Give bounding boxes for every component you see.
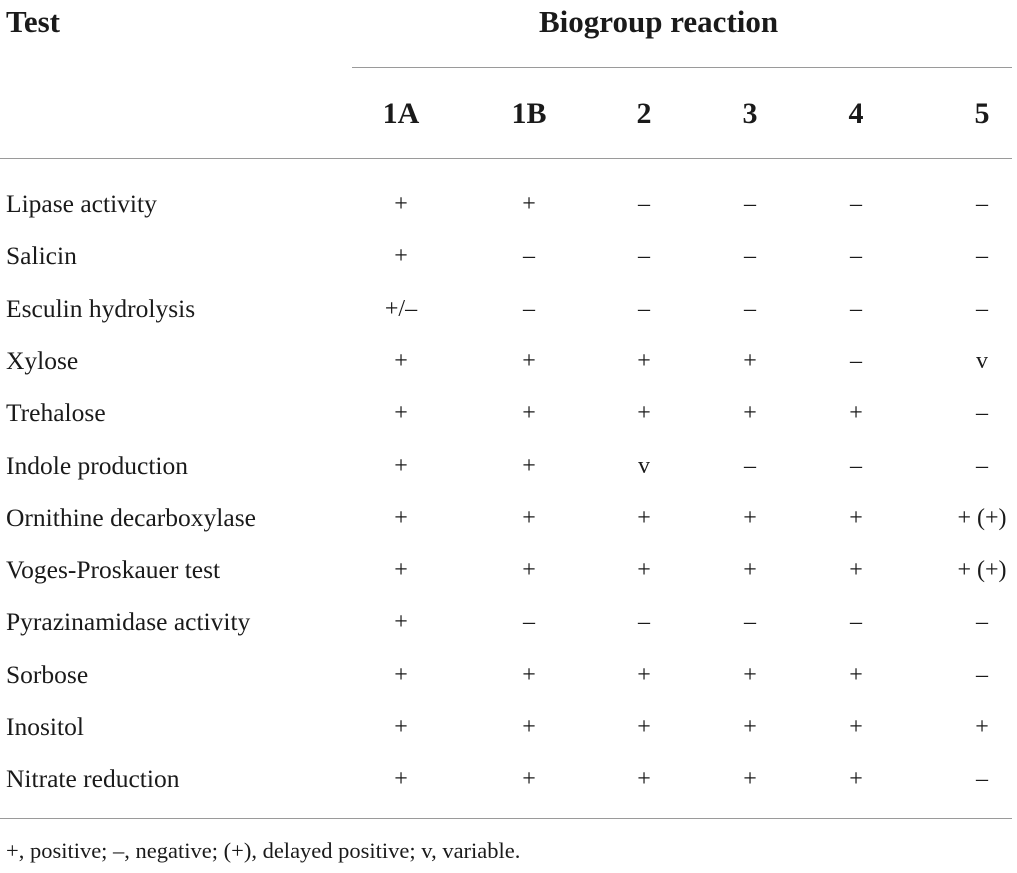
test-column-header: Test	[6, 4, 60, 39]
table-cell: –	[638, 191, 650, 217]
table-cell: +	[394, 557, 408, 584]
table-cell: +	[522, 191, 536, 217]
table-cell: –	[976, 243, 988, 270]
table-cell: –	[976, 452, 988, 479]
table-cell: –	[850, 347, 862, 374]
table-cell: +	[849, 400, 863, 427]
table-cell: –	[638, 295, 650, 322]
column-header-1a: 1A	[382, 97, 420, 130]
table-cell: +	[849, 504, 863, 531]
table-cell: +	[849, 714, 863, 740]
table-cell: –	[850, 243, 862, 270]
table-cell: +	[849, 766, 863, 793]
table-row	[0, 655, 1017, 695]
table-cell: +	[394, 766, 408, 793]
table-cell: –	[976, 766, 988, 793]
table-row	[0, 236, 1017, 276]
table-cell: v	[976, 347, 988, 374]
table-cell: –	[523, 243, 535, 270]
table-cell: +	[849, 661, 863, 688]
table-bottom-rule	[0, 818, 1012, 819]
table-cell: +	[743, 400, 757, 427]
table-cell: +	[637, 766, 651, 793]
table-cell: +	[394, 243, 408, 270]
table-row	[0, 341, 1017, 381]
table-cell: +	[743, 661, 757, 688]
table-cell: +	[637, 714, 651, 740]
table-cell: +	[522, 557, 536, 584]
row-label: Esculin hydrolysis	[6, 293, 196, 323]
table-row	[0, 446, 1017, 486]
table-cell: –	[976, 609, 988, 636]
column-header-3: 3	[742, 97, 758, 130]
column-header-4: 4	[848, 97, 864, 130]
table-cell: +	[394, 504, 408, 531]
table-row	[0, 602, 1017, 642]
table-cell: +	[637, 504, 651, 531]
table-cell: –	[976, 400, 988, 427]
table-cell: +	[637, 347, 651, 374]
table-row	[0, 393, 1017, 433]
table-cell: +	[394, 661, 408, 688]
table-cell: v	[638, 452, 650, 479]
table-cell: +	[394, 452, 408, 479]
table-row	[0, 707, 1017, 747]
row-label: Nitrate reduction	[6, 764, 180, 794]
table-cell: –	[744, 295, 756, 322]
table-cell: +	[394, 347, 408, 374]
table-cell: –	[976, 295, 988, 322]
table-cell: –	[976, 191, 988, 217]
table-cell: –	[744, 191, 756, 217]
column-header-5: 5	[974, 97, 990, 130]
table-cell: + (+)	[957, 557, 1007, 584]
table-cell: +	[394, 714, 408, 740]
table-cell: –	[850, 452, 862, 479]
row-label: Indole production	[6, 450, 188, 480]
table-cell: +	[743, 557, 757, 584]
row-label: Sorbose	[6, 659, 89, 689]
table-row	[0, 550, 1017, 590]
table-cell: +	[743, 504, 757, 531]
table-cell: –	[744, 243, 756, 270]
table-cell: +	[637, 661, 651, 688]
row-label: Lipase activity	[6, 189, 157, 218]
row-label: Xylose	[6, 345, 79, 375]
table-cell: –	[850, 609, 862, 636]
column-header-1b: 1B	[511, 97, 547, 130]
table-cell: +	[522, 347, 536, 374]
table-cell: +	[394, 191, 408, 217]
table-cell: –	[523, 609, 535, 636]
row-label: Trehalose	[6, 398, 106, 428]
table-row	[0, 184, 1017, 224]
table-cell: +	[394, 609, 408, 636]
table-cell: –	[850, 295, 862, 322]
table-cell: + (+)	[957, 504, 1007, 531]
table-cell: +	[849, 557, 863, 584]
row-label: Inositol	[6, 712, 84, 741]
table-row	[0, 289, 1017, 329]
biogroup-reaction-header: Biogroup reaction	[539, 4, 779, 39]
table-cell: +	[743, 347, 757, 374]
table-cell: –	[523, 295, 535, 322]
table-cell: +	[637, 557, 651, 584]
table-cell: +	[637, 400, 651, 427]
table-cell: –	[976, 661, 988, 688]
table-row	[0, 759, 1017, 799]
table-cell: –	[744, 452, 756, 479]
table-cell: +	[394, 400, 408, 427]
table-cell: +	[522, 504, 536, 531]
row-label: Pyrazinamidase activity	[6, 607, 251, 637]
table-cell: +	[522, 400, 536, 427]
row-label: Voges-Proskauer test	[6, 555, 221, 585]
table-cell: +	[743, 766, 757, 793]
table-cell: +	[743, 714, 757, 740]
table-cell: –	[638, 609, 650, 636]
table-cell: +	[522, 714, 536, 740]
table-cell: +	[522, 452, 536, 479]
table-cell: –	[744, 609, 756, 636]
table-cell: +	[522, 661, 536, 688]
row-label: Salicin	[6, 241, 77, 271]
row-label: Ornithine decarboxylase	[6, 502, 256, 532]
table-cell: –	[638, 243, 650, 270]
table-footnote: +, positive; –, negative; (+), delayed positive; v, variable.	[6, 838, 521, 863]
table-row	[0, 498, 1017, 538]
table-cell: +	[522, 766, 536, 793]
column-header-2: 2	[636, 97, 652, 130]
table-cell: +/–	[384, 295, 418, 322]
table-cell: +	[975, 714, 989, 740]
table-cell: –	[850, 191, 862, 217]
